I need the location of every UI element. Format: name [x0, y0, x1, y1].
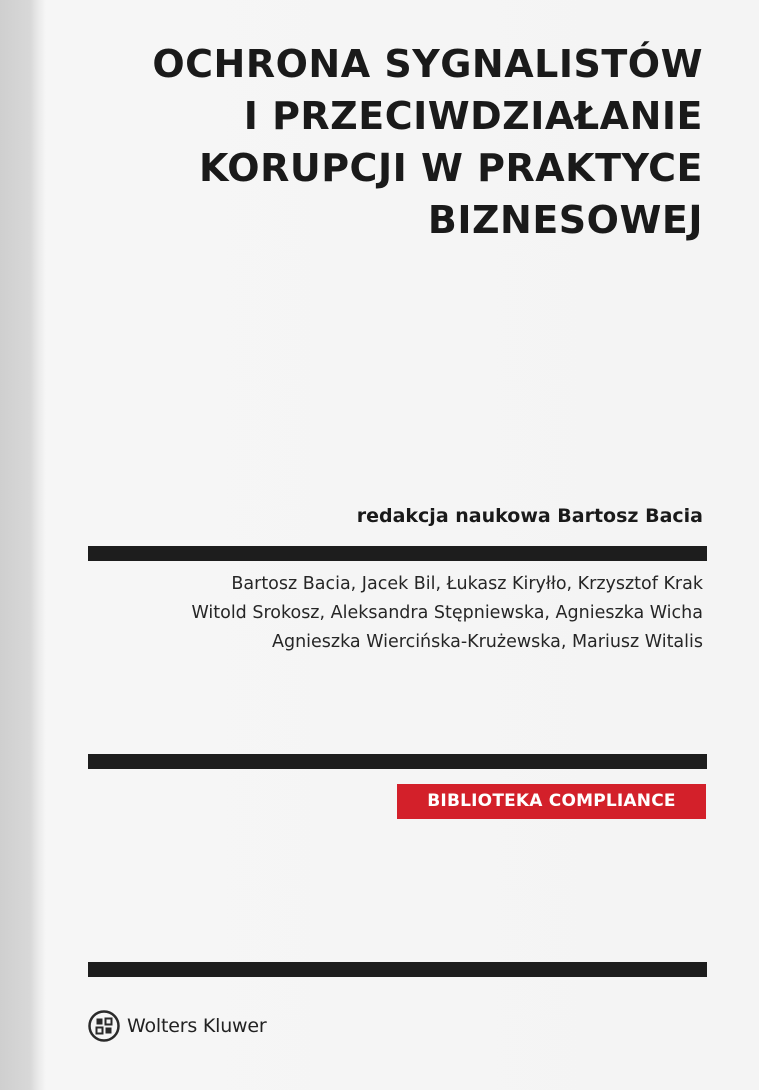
- divider-rule: [88, 546, 707, 561]
- title-line: KORUPCJI W PRAKTYCE: [199, 146, 703, 190]
- scientific-editor: redakcja naukowa Bartosz Bacia: [356, 505, 703, 527]
- divider-rule: [88, 754, 707, 769]
- wolters-kluwer-logo-icon: [88, 1010, 120, 1042]
- publisher-logo: [88, 1009, 267, 1043]
- publisher-name: Wolters Kluwer: [127, 1015, 267, 1037]
- title-line: BIZNESOWEJ: [427, 198, 703, 242]
- series-badge: BIBLIOTEKA COMPLIANCE: [397, 784, 706, 819]
- title-line: I PRZECIWDZIAŁANIE: [243, 94, 703, 138]
- title-line: OCHRONA SYGNALISTÓW: [152, 42, 703, 86]
- author-line: Agnieszka Wiercińska-Krużewska, Mariusz Witalis: [272, 632, 703, 652]
- author-line: Bartosz Bacia, Jacek Bil, Łukasz Kiryłło, Krzysztof Krak: [231, 574, 703, 594]
- author-line: Witold Srokosz, Aleksandra Stępniewska, Agnieszka Wicha: [191, 603, 703, 623]
- book-title: [63, 38, 703, 246]
- author-list: [63, 570, 703, 657]
- divider-rule: [88, 962, 707, 977]
